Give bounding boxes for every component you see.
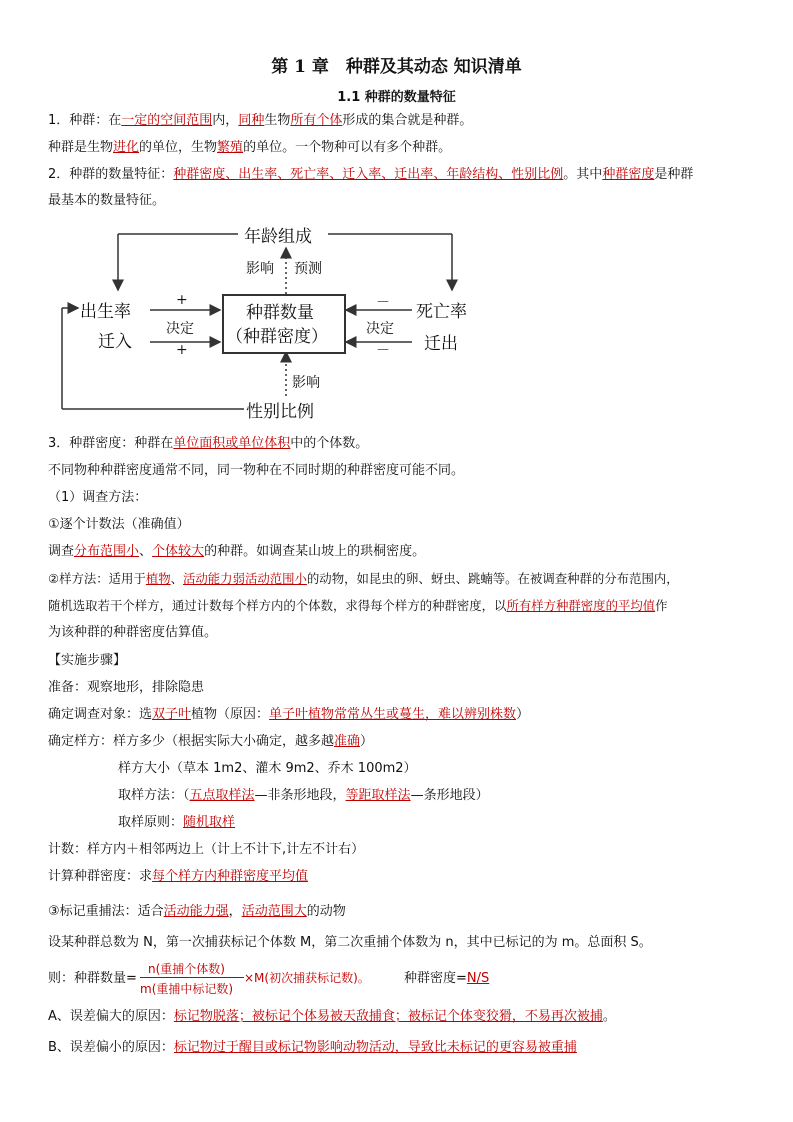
fraction-bar — [140, 977, 244, 978]
formula-denominator: m(重捕中标记数) — [140, 982, 234, 996]
section-title: 1.1 种群的数量特征 — [337, 90, 456, 105]
text-line-9: 调查分布范围小、个体较大的种群。如调查某山坡上的珙桐密度。 — [48, 544, 426, 559]
immigration-label: 迁入 — [98, 332, 132, 352]
decide-label-right: 决定 — [366, 321, 394, 337]
decide-label-left: 决定 — [166, 321, 194, 337]
text-line-3: 2．种群的数量特征：种群密度、出生率、死亡率、迁入率、迁出率、年龄结构、性别比例。其中种群密度是种群 — [48, 167, 694, 182]
text-line-7: （1）调查方法： — [48, 490, 148, 505]
text-line-12: 为该种群的种群密度估算值。 — [48, 625, 218, 640]
text-line-2: 种群是生物进化的单位，生物繁殖的单位。一个物种可以有多个种群。 — [48, 140, 452, 155]
age-structure-label: 年龄组成 — [244, 227, 312, 247]
text-line-8: ①逐个计数法（准确值） — [48, 517, 190, 532]
text-line-21: 计算种群密度：求每个样方内种群密度平均值 — [48, 869, 309, 884]
text-line-16: 确定样方：样方多少（根据实际大小确定，越多越准确） — [48, 734, 374, 749]
plus-sign-top: + — [176, 292, 188, 308]
formula-multiplier: ×M(初次捕获标记数)。 — [244, 971, 370, 985]
text-line-15: 确定调查对象：选双子叶植物（原因：单子叶植物常常丛生或蔓生，难以辨别株数） — [48, 707, 530, 722]
density-formula: 种群密度=N/S — [404, 971, 490, 986]
formula-numerator: n(重捕个体数) — [148, 962, 225, 976]
text-line-25: A、误差偏大的原因：标记物脱落；被标记个体易被天敌捕食；被标记个体变狡猾，不易再次被捕。 — [48, 1009, 616, 1024]
minus-sign-top: － — [376, 295, 390, 311]
text-line-19: 取样原则：随机取样 — [118, 815, 236, 830]
emigration-label: 迁出 — [424, 334, 458, 354]
sex-ratio-label: 性别比例 — [246, 402, 314, 422]
population-size-label: 种群数量 — [246, 303, 314, 323]
birth-rate-label: 出生率 — [80, 302, 131, 322]
formula-label: 则：种群数量= — [48, 971, 137, 986]
text-line-1: 1．种群：在一定的空间范围内，同种生物所有个体形成的集合就是种群。 — [48, 113, 473, 128]
text-line-17: 样方大小（草本 1m2、灌木 9m2、乔木 100m2） — [118, 761, 417, 776]
text-line-18: 取样方法：（五点取样法—非条形地段，等距取样法—条形地段） — [118, 788, 489, 803]
population-density-label: （种群密度） — [226, 327, 328, 347]
affect-label-bottom: 影响 — [292, 375, 320, 391]
text-line-5: 3．种群密度：种群在单位面积或单位体积中的个体数。 — [48, 436, 369, 451]
predict-label: 预测 — [294, 261, 322, 277]
text-line-11: 随机选取若干个样方，通过计数每个样方内的个体数，求得每个样方的种群密度，以所有样方种群密度的平均值作 — [48, 598, 668, 613]
page-title: 第 1 章 种群及其动态 知识清单 — [271, 57, 522, 77]
plus-sign-bottom: + — [176, 342, 188, 358]
text-line-26: B、误差偏小的原因：标记物过于醒目或标记物影响动物活动，导致比未标记的更容易被重捕 — [48, 1040, 577, 1055]
text-line-6: 不同物种种群密度通常不同，同一物种在不同时期的种群密度可能不同。 — [48, 463, 465, 478]
text-line-4: 最基本的数量特征。 — [48, 193, 166, 208]
affect-label-top: 影响 — [246, 261, 274, 277]
steps-heading: 【实施步骤】 — [48, 653, 127, 668]
text-line-23: 设某种群总数为 N，第一次捕获标记个体数 M，第二次重捕个体数为 n，其中已标记的为 m。总面积 S。 — [48, 935, 652, 950]
death-rate-label: 死亡率 — [416, 302, 467, 322]
text-line-14: 准备：观察地形，排除隐患 — [48, 680, 205, 695]
text-line-20: 计数：样方内＋相邻两边上（计上不计下,计左不计右） — [48, 842, 365, 857]
text-line-22: ③标记重捕法：适合活动能力强，活动范围大的动物 — [48, 904, 346, 919]
text-line-10: ②样方法：适用于植物、活动能力弱活动范围小的动物，如昆虫的卵、蚜虫、跳蝻等。在被调查种群的分布范围内， — [48, 571, 679, 586]
minus-sign-bottom: － — [376, 343, 390, 359]
